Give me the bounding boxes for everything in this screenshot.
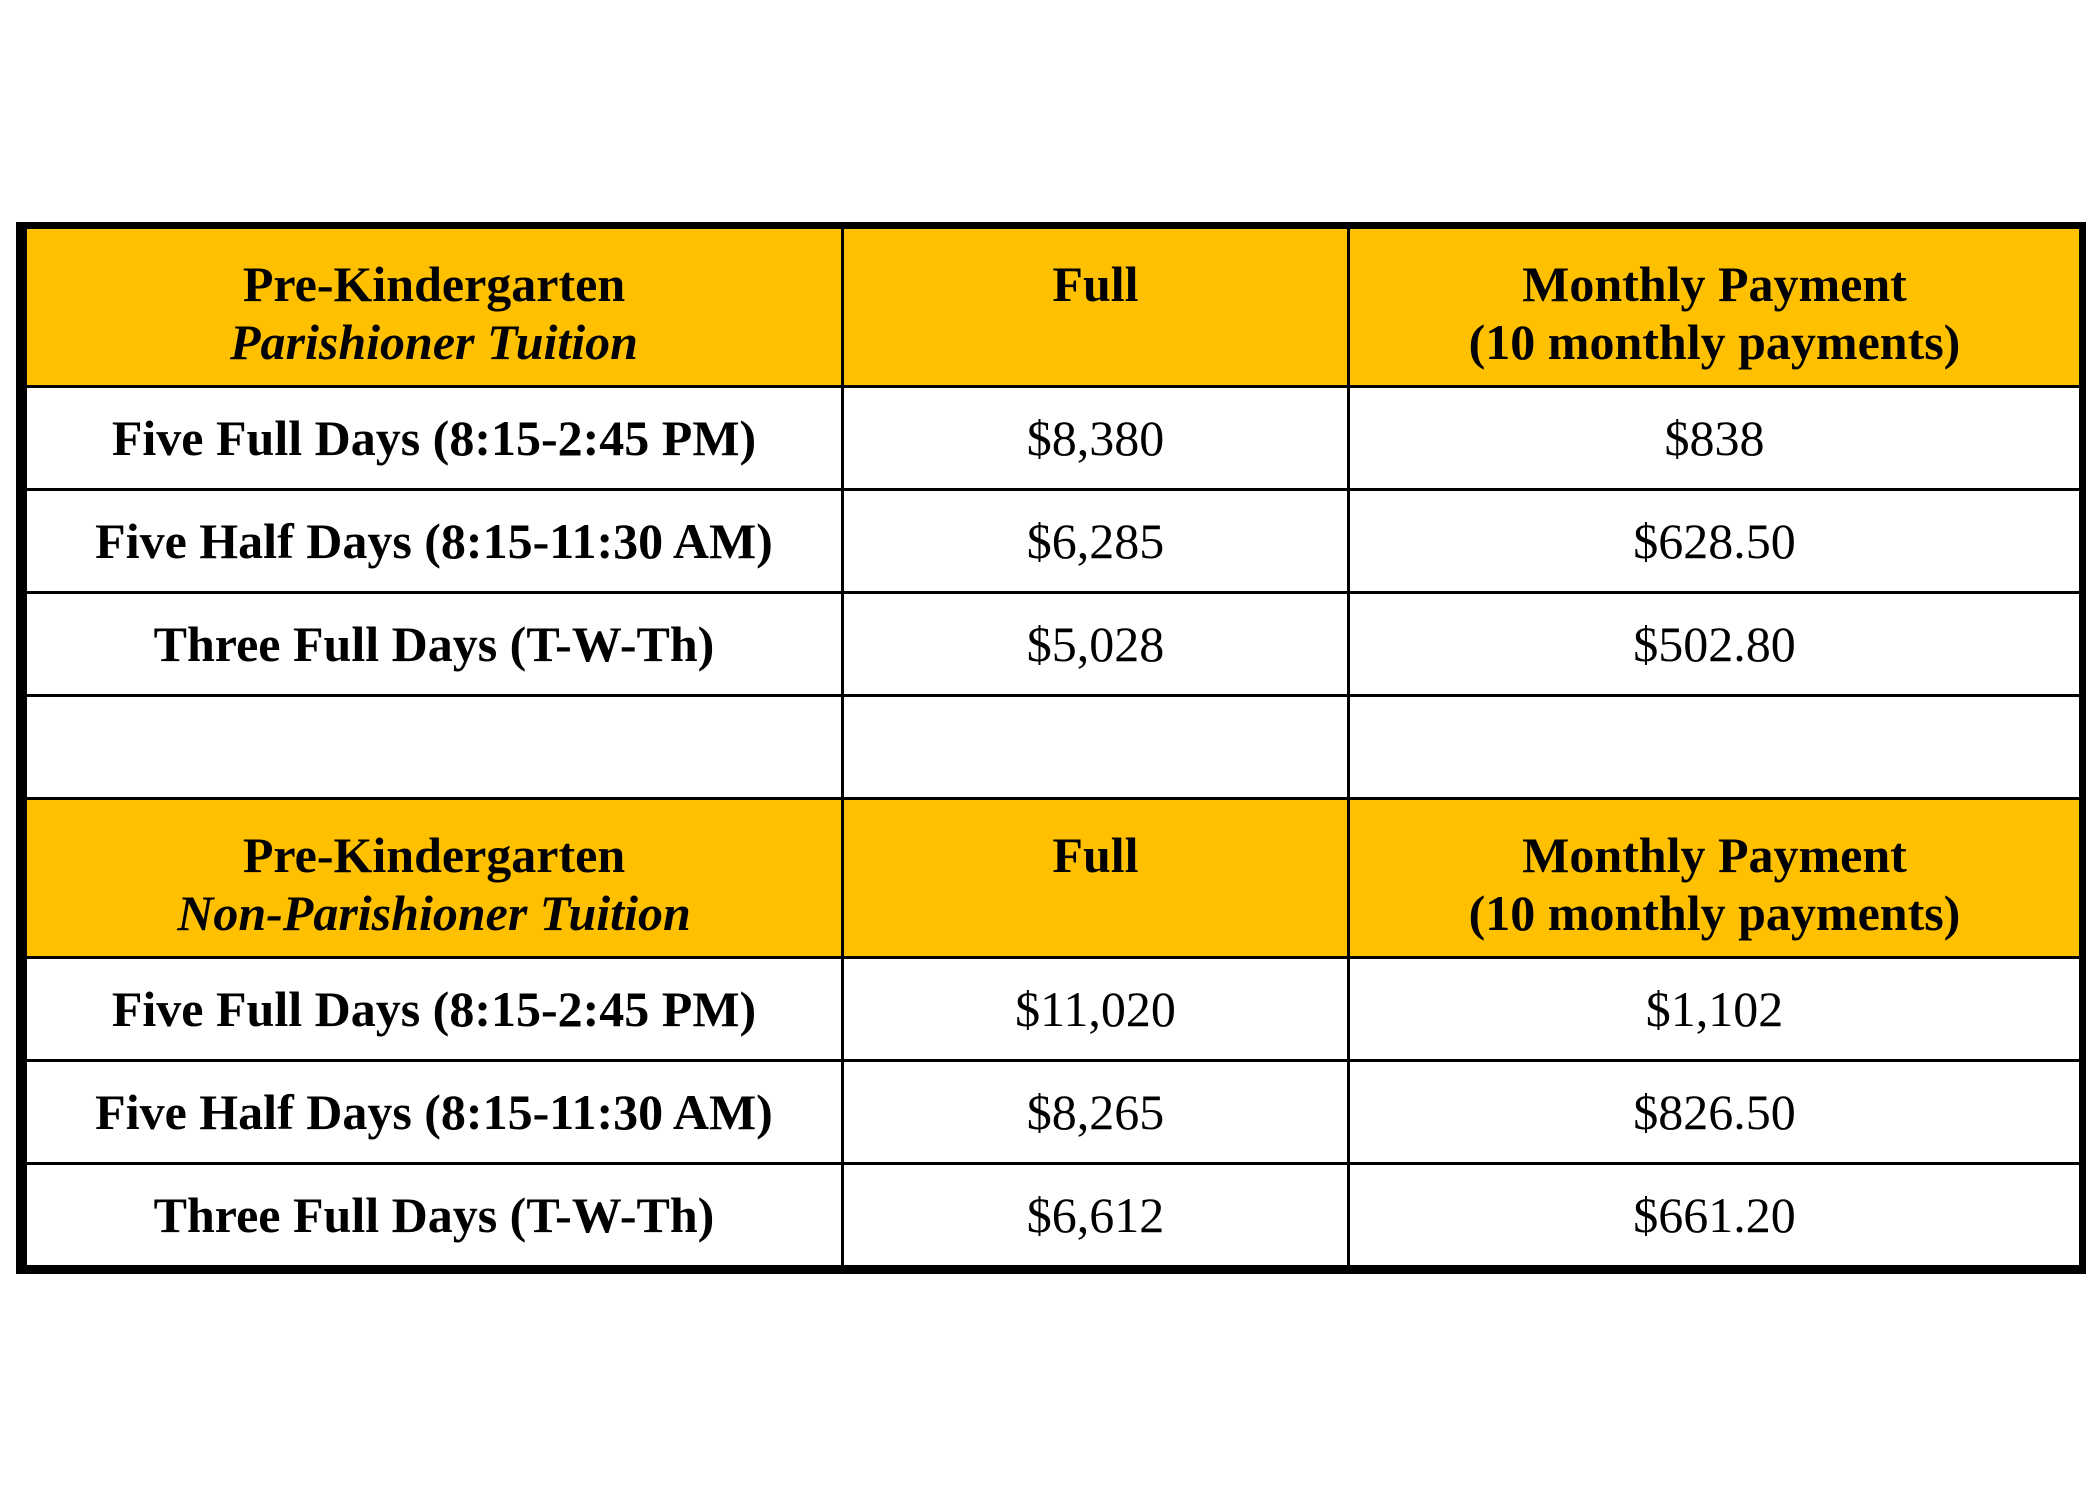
header-monthly-note: (10 monthly payments) xyxy=(1468,314,1961,370)
row-full-price: $8,380 xyxy=(843,387,1349,490)
row-monthly-price: $628.50 xyxy=(1349,490,2081,593)
parishioner-header-label xyxy=(26,228,843,387)
table-row xyxy=(26,490,2081,593)
non-parishioner-header-monthly xyxy=(1349,799,2081,958)
row-full-price: $8,265 xyxy=(843,1061,1349,1164)
row-monthly-price: $502.80 xyxy=(1349,593,2081,696)
non-parishioner-header-full xyxy=(843,799,1349,958)
row-label: Three Full Days (T-W-Th) xyxy=(26,593,843,696)
row-full-price: $5,028 xyxy=(843,593,1349,696)
row-monthly-price: $1,102 xyxy=(1349,958,2081,1061)
header-monthly-label: Monthly Payment xyxy=(1522,827,1907,883)
row-full-price: $11,020 xyxy=(843,958,1349,1061)
row-label: Five Half Days (8:15-11:30 AM) xyxy=(26,490,843,593)
header-full-label: Full xyxy=(1052,827,1139,883)
row-label: Five Full Days (8:15-2:45 PM) xyxy=(26,958,843,1061)
table-row xyxy=(26,387,2081,490)
row-full-price: $6,612 xyxy=(843,1164,1349,1267)
spacer-cell xyxy=(26,696,843,799)
header-tuition-type: Non-Parishioner Tuition xyxy=(177,885,691,941)
row-label: Three Full Days (T-W-Th) xyxy=(26,1164,843,1267)
row-monthly-price: $838 xyxy=(1349,387,2081,490)
spacer-row xyxy=(26,696,2081,799)
table-row xyxy=(26,1061,2081,1164)
non-parishioner-header-label xyxy=(26,799,843,958)
table-row xyxy=(26,1164,2081,1267)
header-program-name: Pre-Kindergarten xyxy=(242,827,626,883)
parishioner-header-monthly xyxy=(1349,228,2081,387)
parishioner-header-row xyxy=(26,228,2081,387)
header-monthly-label: Monthly Payment xyxy=(1522,256,1907,312)
spacer-cell xyxy=(1349,696,2081,799)
tuition-table xyxy=(24,226,2082,1268)
row-monthly-price: $826.50 xyxy=(1349,1061,2081,1164)
non-parishioner-header-row xyxy=(26,799,2081,958)
row-label: Five Half Days (8:15-11:30 AM) xyxy=(26,1061,843,1164)
parishioner-header-full xyxy=(843,228,1349,387)
header-monthly-note: (10 monthly payments) xyxy=(1468,885,1961,941)
spacer-cell xyxy=(843,696,1349,799)
tuition-table-frame xyxy=(16,222,2086,1274)
row-monthly-price: $661.20 xyxy=(1349,1164,2081,1267)
header-tuition-type: Parishioner Tuition xyxy=(230,314,638,370)
row-label: Five Full Days (8:15-2:45 PM) xyxy=(26,387,843,490)
table-row xyxy=(26,958,2081,1061)
table-row xyxy=(26,593,2081,696)
header-program-name: Pre-Kindergarten xyxy=(242,256,626,312)
row-full-price: $6,285 xyxy=(843,490,1349,593)
header-full-label: Full xyxy=(1052,256,1139,312)
